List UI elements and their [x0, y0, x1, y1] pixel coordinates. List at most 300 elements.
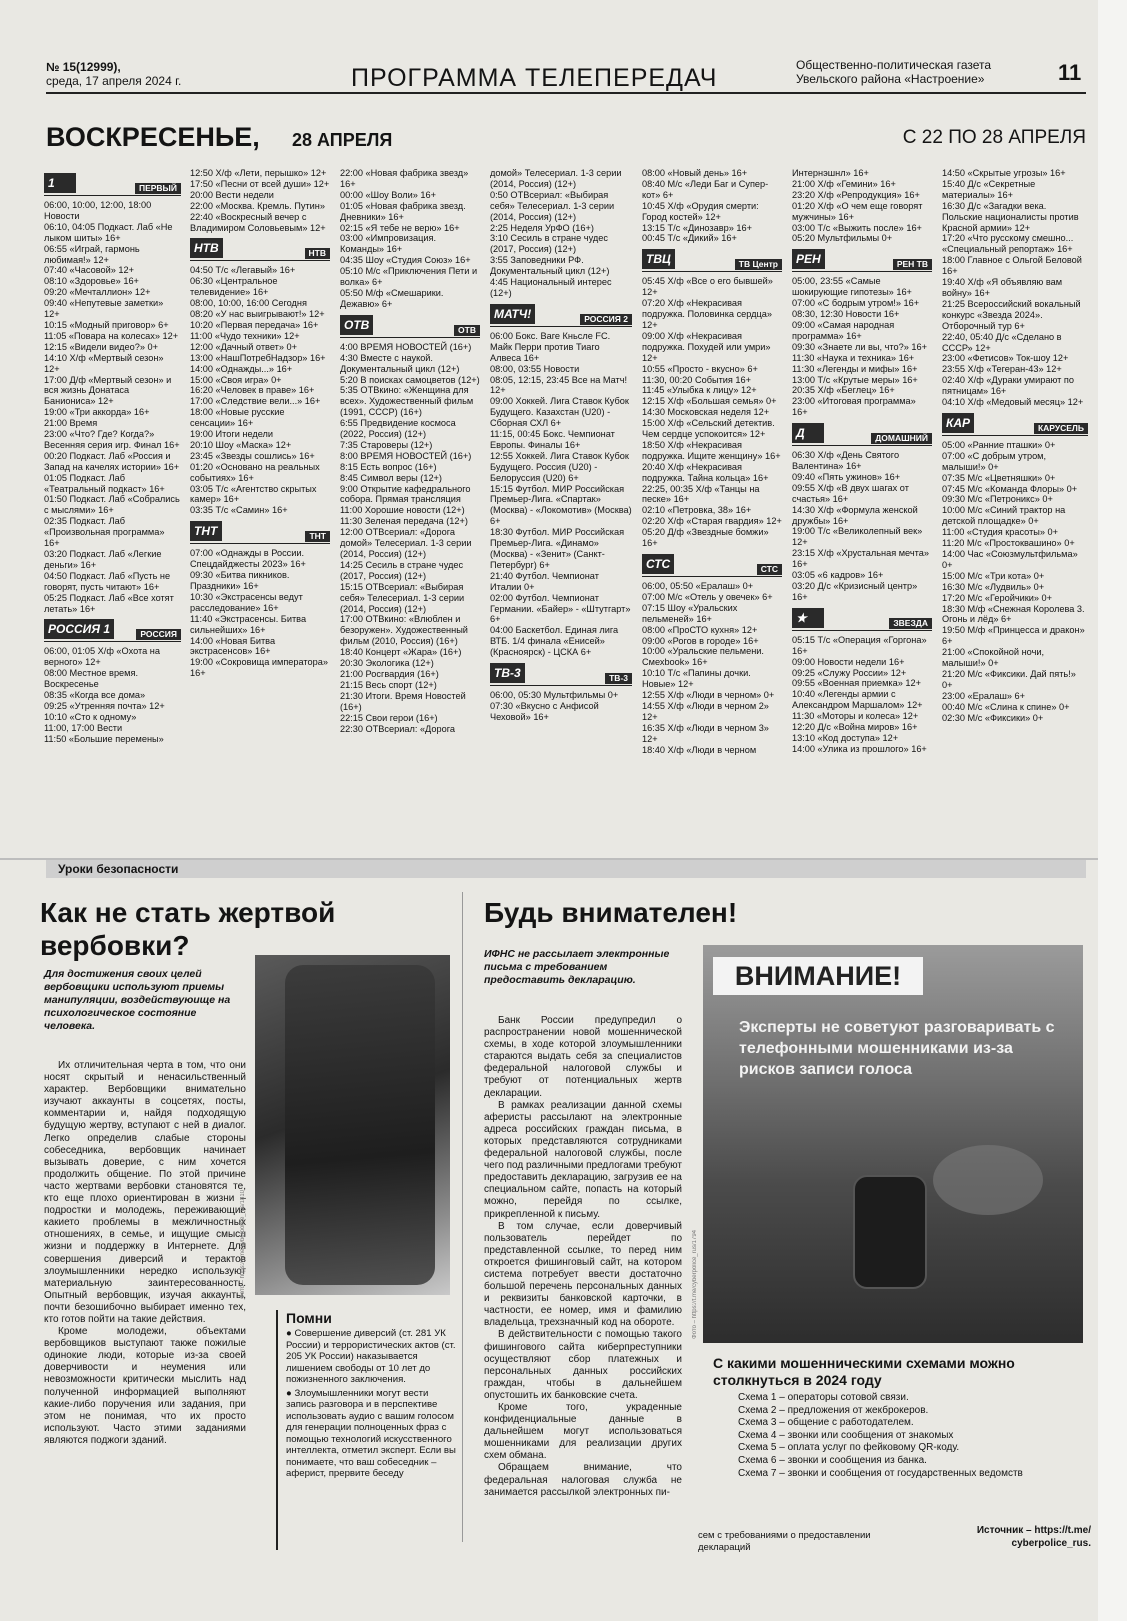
program-entry: 09:00 Х/ф «Некрасивая подружка. Похудей или умри» 12+: [642, 330, 771, 363]
program-entry: 07:35 М/с «Цветняшки» 0+: [942, 472, 1056, 483]
program-entry: 10:10 «Сто к одному»: [44, 711, 137, 722]
program-entry: 18:00 Главное с Ольгой Беловой 16+: [942, 255, 1082, 277]
source-label: Источник – https://t.me/: [976, 1525, 1091, 1536]
program-list: [340, 168, 480, 310]
program-entry: 11:00 «Чудо техники» 12+: [190, 330, 300, 341]
channel-logo: ОТВ: [340, 315, 373, 335]
program-list: [190, 168, 330, 233]
program-entry: 10:20 «Первая передача» 16+: [190, 319, 319, 330]
program-list: [942, 440, 1088, 724]
channel-logo: МАТЧ!: [490, 304, 535, 324]
program-entry: 4:00 ВРЕМЯ НОВОСТЕЙ (16+): [340, 341, 472, 352]
program-entry: 00:20 Подкаст. Лаб «Россия и Запад на качелях истории» 16+: [44, 450, 180, 472]
program-entry: домой» Телесериал. 1-3 серии (2014, Россия) (12+): [490, 168, 622, 189]
program-entry: 12:55 Хоккей. Лига Ставок Кубок Будущего. Россия (U20) - Белоруссия (U20) 6+: [490, 450, 629, 483]
photo-caption: Фото – https://t.me/cyberpolice_rus/1794: [692, 1230, 698, 1339]
program-entry: 11:45 «Улыбка к лицу» 12+: [642, 385, 757, 396]
program-entry: 09:25 «Утренняя почта» 12+: [44, 700, 165, 711]
program-entry: 11:15, 00:45 Бокс. Чемпионат Европы. Финалы 16+: [490, 429, 615, 450]
masthead: [46, 52, 1086, 94]
section-label: Уроки безопасности: [58, 862, 179, 876]
program-entry: 07:00 «Однажды в России. Спецдайджесты 2023» 16+: [190, 548, 306, 570]
program-entry: 08:35 «Когда все дома»: [44, 690, 146, 701]
program-entry: 11:30 «Моторы и колеса» 12+: [792, 711, 919, 722]
program-entry: 23:00 «Фетисов» Ток-шоу 12+: [942, 353, 1069, 364]
program-entry: 09:30 М/с «Петроникс» 0+: [942, 494, 1053, 505]
program-entry: 09:00 Новости недели 16+: [792, 656, 905, 667]
issue-info: [46, 60, 181, 88]
program-entry: 13:15 Т/с «Динозавр» 16+: [642, 222, 752, 233]
program-entry: 12:15 «Видели видео?» 0+: [44, 341, 158, 352]
channel-logo: Д: [792, 423, 824, 443]
program-entry: 08:30, 12:30 Новости 16+: [792, 309, 900, 320]
program-entry: 11:00 «Студия красоты» 0+: [942, 527, 1059, 538]
channel-logo: НТВ: [190, 238, 223, 258]
program-entry: 16:20 «Человек в праве» 16+: [190, 385, 315, 396]
program-entry: 06:00, 01:05 Х/ф «Охота на верного» 12+: [44, 646, 160, 668]
program-entry: 04:50 Подкаст. Лаб «Пусть не говорят, пусть читают» 16+: [44, 570, 171, 592]
source-note: [946, 1524, 1091, 1550]
program-entry: 13:00 «НашПотребНадзор» 16+: [190, 352, 326, 363]
program-entry: 23:00 «Итоговая программа» 16+: [792, 396, 916, 418]
program-entry: 13:10 «Код доступа» 12+: [792, 732, 899, 743]
program-entry: 14:30 Х/ф «Формула женской дружбы» 16+: [792, 504, 918, 526]
warning-poster: [703, 945, 1083, 1343]
program-entry: 02:30 М/с «Фиксики» 0+: [942, 712, 1044, 723]
program-entry: 10:45 Х/ф «Орудия смерти: Город костей» 12+: [642, 200, 759, 222]
program-list: [490, 168, 632, 299]
source-link[interactable]: cyberpolice_rus.: [1011, 1538, 1091, 1549]
paper-name-line2: Увельского района «Настроение»: [796, 72, 985, 86]
program-list: [44, 200, 181, 614]
program-list: [792, 635, 932, 755]
program-entry: 21:25 Всероссийский вокальный конкурс «Звезда 2024». Отборочный тур 6+: [942, 298, 1081, 331]
phone-icon: [853, 1175, 927, 1289]
program-entry: 14:30 Московская неделя 12+: [642, 407, 770, 418]
section-bar: [46, 860, 1086, 878]
remember-item: ● Совершение диверсий (ст. 281 УК России) и террористических актов (ст. 205 УК России) наказывается лишением свободы от 10 лет до пожизненного заключения.: [286, 1328, 456, 1385]
program-entry: 01:05 «Новая фабрика звезд. Дневники» 16+: [340, 200, 466, 222]
program-entry: 11:00, 17:00 Вести: [44, 722, 123, 733]
program-entry: 14:00 «Новая Битва экстрасенсов» 16+: [190, 635, 276, 657]
program-entry: 21:00 «Спокойной ночи, малыши!» 0+: [942, 647, 1045, 669]
program-entry: 11:50 «Большие перемены»: [44, 733, 164, 744]
program-list: [642, 168, 782, 244]
program-entry: 08:00 Местное время. Воскресенье: [44, 668, 139, 690]
program-entry: 10:10 Т/с «Папины дочки. Новые» 12+: [642, 668, 751, 690]
program-entry: 14:50 «Скрытые угрозы» 16+: [942, 168, 1066, 178]
program-entry: 03:00 «Импровизация. Команды» 16+: [340, 233, 437, 255]
program-entry: 14:00 «Однажды...» 16+: [190, 363, 293, 374]
program-list: [190, 548, 330, 679]
program-entry: 09:25 «Служу России» 12+: [792, 667, 907, 678]
column-rule: [462, 892, 463, 1542]
program-entry: 19:00 «Три аккорда» 16+: [44, 407, 150, 418]
program-entry: 5:20 В поисках самоцветов (12+): [340, 374, 480, 385]
program-entry: 20:40 Х/ф «Некрасивая подружка. Тайна кольца» 16+: [642, 461, 769, 483]
channel-name: ТВ-3: [605, 673, 632, 684]
program-entry: 03:35 Т/с «Самин» 16+: [190, 505, 288, 516]
program-entry: 10:15 «Модный приговор» 6+: [44, 319, 169, 330]
channel-header-karusel: [942, 413, 1088, 436]
program-entry: 09:00 «Рогов в городе» 16+: [642, 635, 759, 646]
program-entry: 11:30, 00:20 События 16+: [642, 374, 752, 385]
tv-day: ВОСКРЕСЕНЬЕ,: [46, 122, 260, 152]
paragraph: В том случае, если доверчивый пользователь перейдет по представленной ссылке, то перед ним откроется фишинговый сайт, на котором система потребует ввести достаточно большой перечень персональных данных и реквизиты банковской карточки, в частности, ее номер, имя и фамилию владельца, трехзначный код на обороте.: [484, 1220, 682, 1329]
program-entry: 10:00 «Уральские пельмени. Смехbook» 16+: [642, 646, 764, 668]
program-entry: 02:00 Футбол. Чемпионат Германии. «Байер» - «Штутгарт» 6+: [490, 592, 631, 625]
program-entry: 04:35 Шоу «Студия Союз» 16+: [340, 255, 471, 266]
article2-lead: ИФНС не рассылает электронные письма с требованием предоставить декларацию.: [484, 948, 670, 986]
poster-light: [933, 1145, 1043, 1215]
channel-name: НТВ: [305, 248, 330, 259]
paper-name: [796, 58, 991, 86]
program-entry: 19:50 М/ф «Принцесса и дракон» 6+: [942, 625, 1085, 647]
tv-column-3: [340, 168, 480, 858]
program-entry: 04:50 Т/с «Легавый» 16+: [190, 265, 296, 276]
tv-column-5: [642, 168, 782, 858]
program-entry: 21:00 Х/ф «Гемини» 16+: [792, 178, 896, 189]
channel-name: ДОМАШНИЙ: [871, 433, 932, 444]
program-entry: 02:15 «Я тебе не верю» 16+: [340, 222, 460, 233]
program-entry: 07:00 М/с «Отель у овечек» 6+: [642, 591, 773, 602]
poster-title: ВНИМАНИЕ!: [713, 957, 923, 995]
channel-name: ЗВЕЗДА: [889, 618, 932, 629]
program-entry: 23:20 Х/ф «Репродукция» 16+: [792, 189, 920, 200]
article1-title: Как не стать жертвой вербовки?: [40, 897, 336, 961]
channel-logo: СТС: [642, 554, 674, 574]
article2-tail: сем с требованиями о предоставлении деклараций: [698, 1530, 871, 1553]
program-entry: 06:30 «Центральное телевидение» 16+: [190, 276, 278, 298]
program-entry: 20:00 Вести недели: [190, 189, 274, 200]
program-entry: 07:20 Х/ф «Некрасивая подружка. Половинка сердца» 12+: [642, 298, 773, 330]
program-entry: 10:00 М/с «Синий трактор на детской площадке» 0+: [942, 505, 1066, 527]
program-entry: 16:30 Д/с «Загадки века. Польские националисты против Красной армии» 12+: [942, 200, 1079, 233]
program-entry: 11:30 «Наука и техника» 16+: [792, 352, 915, 363]
section-title: ПРОГРАММА ТЕЛЕПЕРЕДАЧ: [351, 64, 718, 92]
star-icon: ★: [792, 608, 824, 628]
program-entry: 15:15 Футбол. МИР Российская Премьер-Лига. «Спартак» (Москва) - «Локомотив» (Москва) 6+: [490, 483, 632, 527]
program-entry: 22:00 «Москва. Кремль. Путин»: [190, 200, 325, 211]
program-entry: 09:30 «Битва пикников. Праздники» 16+: [190, 570, 290, 591]
channel-header-tv3: [490, 663, 632, 686]
program-entry: 21:40 Футбол. Чемпионат Италии 0+: [490, 570, 599, 592]
program-entry: 20:35 Х/ф «Беглец» 16+: [792, 385, 895, 396]
issue-number: № 15(12999),: [46, 60, 121, 74]
program-entry: 14:00 «Улика из прошлого» 16+: [792, 743, 927, 754]
program-list: [942, 168, 1088, 408]
paragraph: Банк России предупредил о распространении новой мошеннической схемы, в ходе которой злоумышленники стараются выдать себя за специалистов федеральной налоговой службы и требуют от потенциальных жертв декларации.: [484, 1015, 682, 1099]
program-entry: 13:00 Т/с «Крутые меры» 16+: [792, 374, 918, 385]
program-entry: 05:50 М/ф «Смешарики. Дежавю» 6+: [340, 287, 444, 309]
program-entry: 05:20 Д/ф «Звездные бомжи» 16+: [642, 527, 769, 549]
program-entry: 04:10 Х/ф «Медовый месяц» 12+: [942, 397, 1084, 408]
program-entry: 22:40, 05:40 Д/с «Сделано в СССР» 12+: [942, 331, 1062, 353]
program-entry: 05:45 Х/ф «Все о его бывшей» 12+: [642, 276, 773, 298]
program-entry: 03:20 Подкаст. Лаб «Легкие деньги» 16+: [44, 549, 162, 570]
program-entry: 06:00, 05:30 Мультфильмы 0+: [490, 690, 619, 701]
program-entry: 15:00 «Своя игра» 0+: [190, 374, 282, 385]
channel-logo: 1: [44, 173, 76, 193]
program-list: [642, 581, 782, 756]
program-entry: 08:00, 10:00, 16:00 Сегодня: [190, 298, 307, 309]
schemes-list: [738, 1392, 1088, 1480]
program-entry: 5:35 ОТВкино: «Женщина для всех». Художественный фильм (1991, СССР) (16+): [340, 385, 474, 418]
program-entry: 0:50 ОТВсериал: «Выбирая себя» Телесериал. 1-3 серии (2014, Россия) (12+): [490, 189, 615, 222]
paragraph: Обращаем внимание, что федеральная налоговая служба не занимается рассылкой электронных пи-: [484, 1462, 682, 1498]
program-entry: 21:00 Время: [44, 418, 98, 429]
program-entry: 22:30 ОТВсериал: «Дорога: [340, 723, 455, 734]
channel-name: ТНТ: [305, 531, 330, 542]
program-entry: 07:40 «Часовой» 12+: [44, 265, 134, 276]
program-entry: 09:00 Хоккей. Лига Ставок Кубок Будущего. Казахстан (U20) - Сборная СХЛ 6+: [490, 396, 629, 429]
program-entry: 17:20 М/с «Геройчики» 0+: [942, 592, 1053, 603]
program-entry: 8:45 Символ веры (12+): [340, 472, 442, 483]
program-entry: 08:20 «У нас выигрывают!» 12+: [190, 309, 325, 320]
tv-date: 28 АПРЕЛЯ: [292, 130, 393, 150]
program-entry: 19:00 Т/с «Великолепный век» 12+: [792, 526, 923, 548]
program-entry: 12:50 Х/ф «Лети, перышко» 12+: [190, 168, 327, 178]
channel-logo: РОССИЯ 1: [44, 619, 114, 639]
program-entry: 08:00 «Новый день» 16+: [642, 168, 748, 178]
program-entry: 4:30 Вместе с наукой. Документальный цикл (12+): [340, 352, 460, 374]
program-entry: 03:00 Т/с «Выжить после» 16+: [792, 222, 922, 233]
program-entry: 09:40 «Непутевые заметки» 12+: [44, 298, 164, 320]
remember-title: Помни: [286, 1310, 332, 1326]
program-entry: 04:00 Баскетбол. Единая лига ВТБ. 1/4 финала «Енисей» (Красноярск) - ЦСКА 6+: [490, 625, 619, 658]
paragraph: Кроме того, украденные конфиденциальные данные в дальнейшем могут использоваться мошенниками для реализации других схем обмана.: [484, 1402, 682, 1462]
channel-logo: КАР: [942, 413, 974, 433]
article1-lead: Для достижения своих целей вербовщики используют приемы манипуляции, воздействуюище на психологическое состояние человека.: [44, 968, 231, 1032]
channel-header-domashniy: [792, 423, 932, 446]
program-entry: 11:05 «Повара на колесах» 12+: [44, 330, 179, 341]
program-entry: 20:10 Шоу «Маска» 12+: [190, 439, 292, 450]
program-entry: 16:30 М/с «Лудвиль» 0+: [942, 581, 1045, 592]
channel-header-tnt: [190, 521, 330, 544]
channel-name: РЕН ТВ: [893, 259, 932, 270]
program-entry: 12:00 «Дачный ответ» 0+: [190, 341, 297, 352]
program-entry: 00:45 Т/с «Дикий» 16+: [642, 233, 737, 244]
program-entry: 11:40 «Экстрасенсы. Битва сильнейших» 16+: [190, 613, 307, 635]
channel-header-perviy: [44, 173, 181, 196]
program-entry: 05:00 «Ранние пташки» 0+: [942, 439, 1056, 450]
program-entry: 01:20 Х/ф «О чем еще говорят мужчины» 16+: [792, 200, 923, 222]
program-entry: 08:10 «Здоровье» 16+: [44, 276, 139, 287]
schemes-title: С какими мошенническими схемами можно столкнуться в 2024 году: [713, 1355, 1015, 1388]
program-entry: 20:30 Экологика (12+): [340, 658, 434, 669]
scheme-item: Схема 4 – звонки или сообщения от знакомых: [738, 1429, 954, 1441]
channel-header-rossiya: [44, 619, 181, 642]
channel-name: СТС: [757, 564, 782, 575]
paragraph: В рамках реализации данной схемы аферисты рассылают на электронные адреса российских граждан письма, в которых представляются сотрудниками федеральной налоговой службы, после чего под различными предлогами требуют предоставить декларацию, загрузив ее на специальном сайте, попасть на который можно, перейдя по ссылке, прикрепленной к письму.: [484, 1099, 682, 1220]
remember-item: ● Злоумышленники могут вести запись разговора и в перспективе использовать аудио с вашим голосом для генерации полноценных фраз с помощью технологий искусственного интеллекта, отметил эксперт. Если вы понимаете, что ваш собеседник – аферист, прервите беседу: [286, 1387, 456, 1479]
program-list: [490, 690, 632, 723]
channel-name: ТВ Центр: [735, 259, 782, 270]
program-entry: 06:00 Бокс. Ваге Кньсле FC. Майк Перри против Тиаго Алвеса 16+: [490, 330, 611, 363]
program-entry: 3:55 Заповедники РФ. Документальный цикл (12+): [490, 255, 610, 277]
channel-header-ntv: [190, 238, 330, 261]
program-entry: 02:35 Подкаст. Лаб «Произвольная программа» 16+: [44, 516, 165, 549]
program-entry: 16:35 Х/ф «Люди в черном 3» 12+: [642, 722, 769, 744]
page-edge: [1098, 0, 1127, 1621]
scheme-item: Схема 2 – предложения от жекброкеров.: [738, 1404, 929, 1416]
program-entry: 03:05 «6 кадров» 16+: [792, 570, 884, 581]
article2-title: Будь внимателен!: [484, 897, 738, 928]
program-list: [340, 342, 480, 735]
program-entry: 06:00, 10:00, 12:00, 18:00 Новости: [44, 200, 152, 221]
issue-date: среда, 17 апреля 2024 г.: [46, 74, 182, 88]
phone-photo: [255, 955, 450, 1295]
program-entry: 01:20 «Основано на реальных событиях» 16+: [190, 461, 320, 483]
program-entry: 05:15 Т/с «Операция «Горгона» 16+: [792, 634, 927, 656]
program-entry: 21:30 Итоги. Время Новостей (16+): [340, 690, 466, 712]
program-entry: 19:00 «Сокровища императора» 16+: [190, 657, 328, 679]
program-entry: 09:55 Х/ф «В двух шагах от счастья» 16+: [792, 482, 909, 504]
program-entry: 22:15 Свои герои (16+): [340, 712, 438, 723]
poster-text: Эксперты не советуют разговаривать с телефонными мошенниками из-за рисков записи голоса: [739, 1019, 1055, 1078]
paragraph: Их отличительная черта в том, что они носят скрытый и ненасильственный характер. Вербовщики внимательно изучают аккаунты в соцсетях, посты, комментарии и, найдя подходящую будущую жертву, вступают с ней в диалог. Легко определив слабые стороны собеседника, вербовщик начинает вызывать доверие, с ним хочется продолжить общение. По этой причине часто жертвами вербовки становятся те, кто еще плохо ориентирован в жизни – подростки и молодежь, переживающие какието проблемы в межличностных отношениях, в семье, и ищущие смысл жизни и поддержку в Интернете. Для совершения диверсий и терактов злоумышленники нередко используют материальную заинтересованность. Опытный вербовщик, изучая аккаунты, почти безошибочно выбирает именно тех, кто готов пойти на такие действия.: [44, 1060, 246, 1325]
program-entry: 09:00 «Самая народная программа» 16+: [792, 319, 895, 341]
phone-screen: [285, 965, 435, 1285]
paper-name-line1: Общественно-политическая газета: [796, 58, 992, 72]
channel-name: КАРУСЕЛЬ: [1034, 423, 1088, 434]
program-list: [792, 276, 932, 418]
program-entry: 09:40 «Пять ужинов» 16+: [792, 471, 901, 482]
program-entry: 22:40 «Воскресный вечер с Владимиром Соловьевым» 12+: [190, 211, 326, 233]
program-entry: 08:40 М/с «Леди Баг и Супер-кот» 6+: [642, 178, 769, 200]
photo-caption: Фото – https://t.me/cyberpolice_rus/1810: [240, 1190, 246, 1299]
program-entry: 17:00 «Следствие вели...» 16+: [190, 396, 321, 407]
channel-header-tvc: [642, 249, 782, 272]
program-entry: 17:00 ОТВкино: «Влюблен и безоружен». Художественный фильм (2010, Россия) (16+): [340, 614, 468, 647]
program-entry: 18:00 «Новые русские сенсации» 16+: [190, 407, 285, 429]
program-list: [190, 265, 330, 516]
channel-name: ПЕРВЫЙ: [135, 183, 181, 194]
program-entry: 06:30 Х/ф «День Святого Валентина» 16+: [792, 450, 900, 472]
program-entry: 11:00 Хорошие новости (12+): [340, 505, 465, 516]
program-entry: 09:55 «Военная приемка» 12+: [792, 678, 922, 689]
program-entry: 01:05 Подкаст. Лаб «Театральный подкаст» 16+: [44, 472, 165, 494]
program-entry: 9:00 Открытие кафедрального собора. Прямая трансляция: [340, 483, 471, 505]
program-entry: 22:00 «Новая фабрика звезд» 16+: [340, 168, 469, 189]
program-entry: 14:10 Х/ф «Мертвый сезон» 12+: [44, 352, 164, 374]
program-entry: 8:15 Есть вопрос (16+): [340, 461, 437, 472]
program-entry: 15:15 ОТВсериал: «Выбирая себя» Телесериал. 1-3 серии (2014, Россия) (12+): [340, 581, 465, 614]
program-entry: 17:20 «Что русскому смешно... «Специальный репортаж» 16+: [942, 233, 1074, 255]
tv-column-4: [490, 168, 632, 858]
program-entry: 23:00 «Что? Где? Когда?» Весенняя серия игр. Финал 16+: [44, 429, 180, 450]
program-entry: 7:35 Староверы (12+): [340, 439, 433, 450]
program-entry: 02:40 Х/ф «Дураки умирают по пятницам» 16+: [942, 375, 1074, 397]
program-entry: 19:40 Х/ф «Я объявляю вам войну» 16+: [942, 277, 1063, 298]
program-entry: 17:00 Д/ф «Мертвый сезон» и вся жизнь Донатаса Баниониса» 12+: [44, 374, 172, 407]
program-entry: 23:55 Х/ф «Тегеран-43» 12+: [942, 364, 1062, 375]
channel-logo: ТВЦ: [642, 249, 675, 269]
program-entry: 23:15 Х/ф «Хрустальная мечта» 16+: [792, 548, 929, 570]
channel-header-zvezda: [792, 608, 932, 631]
program-entry: 21:00 Росгвардия (16+): [340, 668, 439, 679]
program-entry: 02:20 Х/ф «Старая гвардия» 12+: [642, 516, 782, 527]
channel-name: РОССИЯ 2: [580, 314, 632, 325]
program-entry: 15:40 Д/с «Секретные материалы» 16+: [942, 178, 1036, 200]
program-entry: 12:15 Х/ф «Большая семья» 0+: [642, 396, 777, 407]
program-entry: 06:55 «Играй, гармонь любимая!» 12+: [44, 243, 140, 265]
program-entry: 03:05 Т/с «Агентство скрытых камер» 16+: [190, 483, 317, 505]
program-entry: 14:55 Х/ф «Люди в черном 2» 12+: [642, 700, 769, 722]
channel-header-sts: [642, 554, 782, 577]
program-entry: 10:55 «Просто - вкусно» 6+: [642, 363, 758, 374]
tv-column-1: [44, 168, 181, 858]
program-entry: 21:20 М/с «Фиксики. Дай пять!» 0+: [942, 668, 1076, 690]
program-entry: 08:05, 12:15, 23:45 Все на Матч! 12+: [490, 374, 628, 396]
program-entry: 18:40 Концерт «Жара» (16+): [340, 647, 462, 658]
program-entry: 14:00 Час «Союзмультфильма» 0+: [942, 549, 1078, 570]
program-entry: 8:00 ВРЕМЯ НОВОСТЕЙ (16+): [340, 450, 472, 461]
tv-column-7: [942, 168, 1088, 858]
program-entry: 3:10 Сесиль в стране чудес (2017, Россия) (12+): [490, 233, 608, 255]
program-entry: 07:00 «С добрым утром, малыши!» 0+: [942, 450, 1047, 472]
program-entry: 05:20 Мультфильмы 0+: [792, 233, 893, 244]
program-entry: 10:30 «Экстрасенсы ведут расследование» 16+: [190, 591, 303, 613]
program-entry: 07:00 «С бодрым утром!» 16+: [792, 298, 920, 309]
program-entry: 08:00, 03:55 Новости: [490, 363, 580, 374]
channel-name: РОССИЯ: [136, 629, 181, 640]
program-entry: 06:00, 05:50 «Ералаш» 0+: [642, 581, 754, 591]
program-list: [792, 168, 932, 244]
channel-logo: ТНТ: [190, 521, 222, 541]
program-entry: 08:00 «ПроСТО кухня» 12+: [642, 624, 758, 635]
program-entry: 09:30 «Знаете ли вы, что?» 16+: [792, 341, 927, 352]
program-entry: 15:00 М/с «Три кота» 0+: [942, 570, 1045, 581]
program-entry: 14:25 Сесиль в стране чудес (2017, Россия) (12+): [340, 559, 464, 581]
tv-column-6: [792, 168, 932, 858]
paragraph: В действительности с помощью такого фишингового сайта киберпреступники осуществляют сбор платежных и персональных данных российских граждан, чтобы в дальнейшем опустошить их банковские счета.: [484, 1329, 682, 1401]
program-entry: 23:45 «Звезды сошлись» 16+: [190, 450, 315, 461]
program-entry: 05:10 М/с «Приключения Пети и волка» 6+: [340, 266, 478, 288]
scheme-item: Схема 3 – общение с работодателем.: [738, 1417, 914, 1429]
program-list: [490, 331, 632, 658]
scheme-item: Схема 6 – звонки и сообщения из банка.: [738, 1454, 927, 1466]
program-list: [44, 646, 181, 744]
program-entry: 22:25, 00:35 Х/ф «Танцы на песке» 16+: [642, 483, 760, 505]
program-entry: 05:25 Подкаст. Лаб «Все хотят летать» 16+: [44, 592, 174, 614]
program-entry: 03:20 Д/с «Кризисный центр» 16+: [792, 581, 918, 602]
paragraph: Кроме молодежи, объектами вербовщиков выступают также пожилые одинокие люди, которые из-за своей доверчивости и неумения или невозможности критически мыслить над полученной информацией выполняют какие-либо поручения или задания, при этом не понимая, что их просто используют. Часто этими заданиями являются поджоги зданий.: [44, 1326, 246, 1446]
program-entry: 12:20 Д/с «Война миров» 16+: [792, 722, 918, 733]
program-entry: 07:15 Шоу «Уральских пельменей» 16+: [642, 602, 738, 624]
channel-name: ОТВ: [454, 325, 480, 336]
tv-day-header: [46, 122, 1086, 152]
program-entry: 15:00 Х/ф «Сельский детектив. Чем сердце успокоится» 12+: [642, 418, 775, 440]
channel-logo: РЕН: [792, 249, 825, 269]
channel-header-ren: [792, 249, 932, 272]
program-entry: 07:45 М/с «Команда Флоры» 0+: [942, 483, 1078, 494]
program-entry: 00:40 М/с «Слина к спине» 0+: [942, 701, 1070, 712]
program-entry: 4:45 Национальный интерес (12+): [490, 277, 612, 298]
program-entry: 18:50 Х/ф «Некрасивая подружка. Ищите женщину» 16+: [642, 439, 781, 461]
program-entry: 23:00 «Ералаш» 6+: [942, 690, 1025, 701]
tv-column-2: [190, 168, 330, 858]
program-list: [792, 450, 932, 603]
program-entry: 21:15 Весь спорт (12+): [340, 679, 437, 690]
program-entry: 11:20 М/с «Простоквашино» 0+: [942, 538, 1075, 549]
program-entry: 18:40 Х/ф «Люди в черном: [642, 744, 757, 755]
program-entry: 01:50 Подкаст. Лаб «Собрались с мыслями» 16+: [44, 494, 180, 516]
program-entry: 18:30 Футбол. МИР Российская Премьер-Лига. «Динамо» (Москва) - «Зенит» (Санкт-Петербург) 6+: [490, 527, 625, 570]
program-entry: 18:30 М/ф «Снежная Королева 3. Огонь и лёд» 6+: [942, 603, 1085, 625]
article1-body: [44, 1060, 246, 1447]
program-list: [642, 276, 782, 549]
